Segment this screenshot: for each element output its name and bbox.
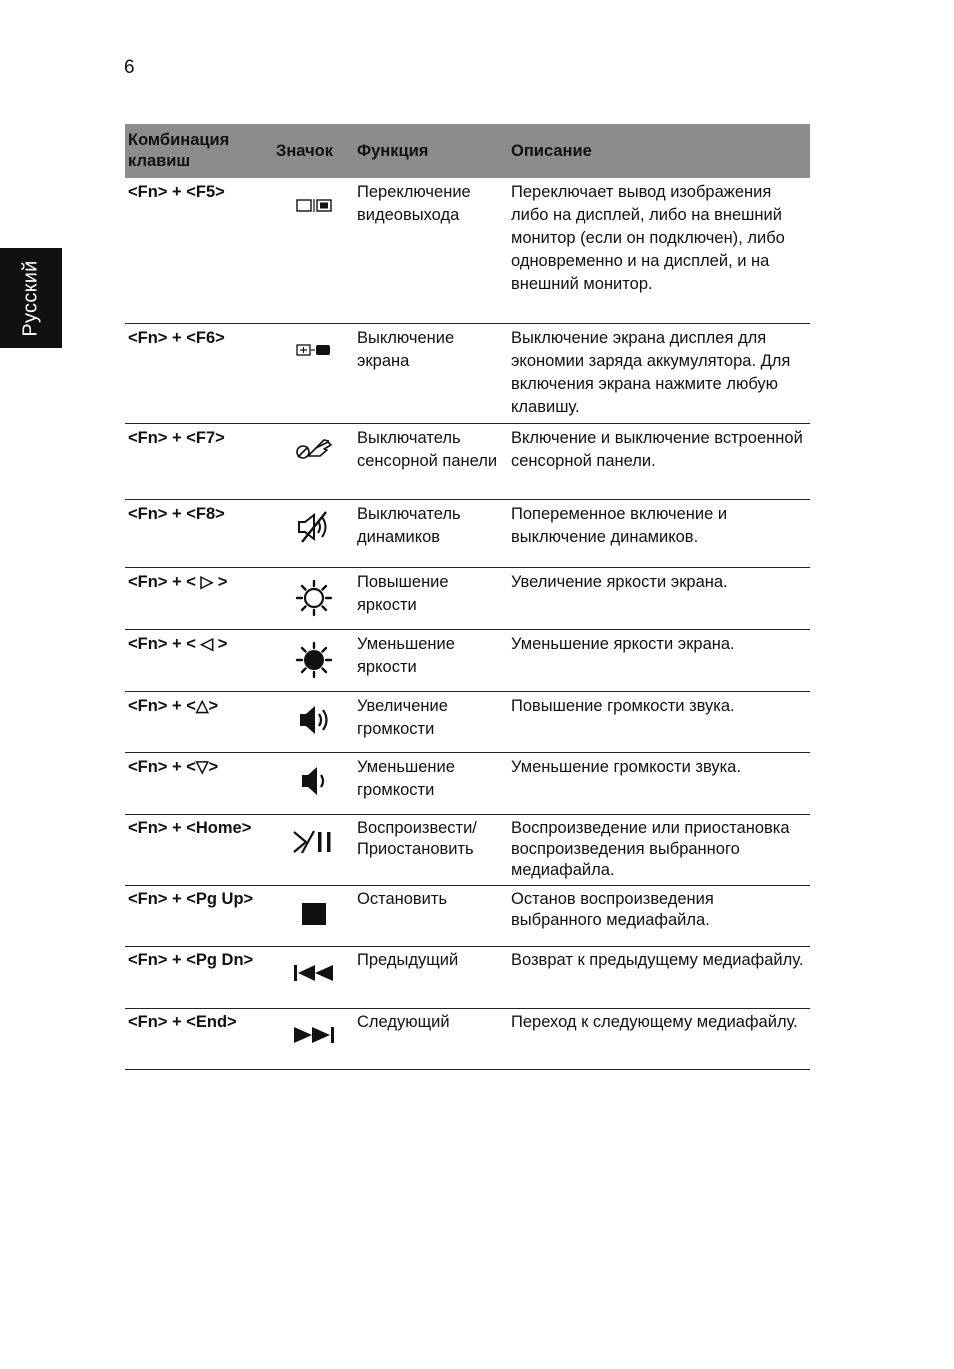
table-row — [125, 752, 810, 814]
table-row — [125, 499, 810, 567]
table-header-row — [125, 124, 810, 178]
table-row — [125, 885, 810, 946]
function-cell: Уменьшение яркости — [354, 629, 508, 691]
key-combo: <Fn> + <End> — [125, 1008, 273, 1069]
language-label: Русский — [19, 259, 42, 337]
function-cell: Воспроизвести/ Приостановить — [354, 814, 508, 885]
key-combo: <Fn> + <F7> — [125, 423, 273, 499]
function-cell: Выключение экрана — [354, 323, 508, 423]
brightness-down-icon — [294, 640, 334, 680]
speaker-toggle-icon — [294, 510, 334, 544]
table-row — [125, 178, 810, 323]
key-combo: <Fn> + <Pg Up> — [125, 885, 273, 946]
function-cell: Уменьшение громкости — [354, 752, 508, 814]
icon-cell — [273, 629, 354, 691]
key-combo: <Fn> + <Pg Dn> — [125, 946, 273, 1008]
table-row — [125, 946, 810, 1008]
key-combo: <Fn> + < ▷ > — [125, 567, 273, 629]
description-cell: Включение и выключение встроенной сенсорной панели. — [508, 423, 810, 499]
touchpad-toggle-icon — [294, 436, 334, 462]
header-combo: Комбинация клавиш — [125, 124, 273, 178]
icon-cell — [273, 946, 354, 1008]
icon-cell — [273, 814, 354, 885]
next-icon — [292, 1025, 336, 1045]
description-cell: Возврат к предыдущему медиафайлу. — [508, 946, 810, 1008]
function-cell: Увеличение громкости — [354, 691, 508, 752]
volume-down-icon — [294, 763, 334, 799]
description-cell: Уменьшение громкости звука. — [508, 752, 810, 814]
key-combo: <Fn> + < ◁ > — [125, 629, 273, 691]
function-cell: Повышение яркости — [354, 567, 508, 629]
icon-cell — [273, 423, 354, 499]
hotkey-table — [125, 124, 810, 1070]
key-combo: <Fn> + <▽> — [125, 752, 273, 814]
function-cell: Следующий — [354, 1008, 508, 1069]
key-combo: <Fn> + <F8> — [125, 499, 273, 567]
function-cell: Выключатель сенсорной панели — [354, 423, 508, 499]
volume-up-icon — [294, 702, 334, 738]
function-cell: Переключение видеовыхода — [354, 178, 508, 323]
description-cell: Останов воспроизведения выбранного медиафайла. — [508, 885, 810, 946]
display-toggle-icon — [294, 198, 334, 214]
table-row — [125, 323, 810, 423]
table-row — [125, 1008, 810, 1069]
header-icon: Значок — [273, 124, 354, 178]
key-combo: <Fn> + <F6> — [125, 323, 273, 423]
page-number: 6 — [124, 57, 135, 78]
table-row — [125, 423, 810, 499]
description-cell: Повышение громкости звука. — [508, 691, 810, 752]
icon-cell — [273, 567, 354, 629]
icon-cell — [273, 885, 354, 946]
icon-cell — [273, 752, 354, 814]
icon-cell — [273, 691, 354, 752]
description-cell: Попеременное включение и выключение динамиков. — [508, 499, 810, 567]
play-pause-icon — [292, 829, 336, 855]
description-cell: Выключение экрана дисплея для экономии заряда аккумулятора. Для включения экрана нажмите любую клавишу. — [508, 323, 810, 423]
brightness-up-icon — [294, 578, 334, 618]
table-row — [125, 814, 810, 885]
key-combo: <Fn> + <Home> — [125, 814, 273, 885]
function-cell: Выключатель динамиков — [354, 499, 508, 567]
description-cell: Переход к следующему медиафайлу. — [508, 1008, 810, 1069]
key-combo: <Fn> + <△> — [125, 691, 273, 752]
language-side-tab — [0, 248, 62, 348]
description-cell: Уменьшение яркости экрана. — [508, 629, 810, 691]
table-row — [125, 567, 810, 629]
previous-icon — [292, 963, 336, 983]
table-row — [125, 691, 810, 752]
stop-icon — [301, 902, 327, 928]
function-cell: Остановить — [354, 885, 508, 946]
header-function: Функция — [354, 124, 508, 178]
table-row — [125, 629, 810, 691]
description-cell: Воспроизведение или приостановка воспроизведения выбранного медиафайла. — [508, 814, 810, 885]
icon-cell — [273, 323, 354, 423]
description-cell: Увеличение яркости экрана. — [508, 567, 810, 629]
description-cell: Переключает вывод изображения либо на дисплей, либо на внешний монитор (если он подключен), либо одновременно и на дисплей, и на внешний монитор. — [508, 178, 810, 323]
header-description: Описание — [508, 124, 810, 178]
icon-cell — [273, 1008, 354, 1069]
key-combo: <Fn> + <F5> — [125, 178, 273, 323]
function-cell: Предыдущий — [354, 946, 508, 1008]
icon-cell — [273, 499, 354, 567]
icon-cell — [273, 178, 354, 323]
display-off-icon — [294, 342, 334, 358]
